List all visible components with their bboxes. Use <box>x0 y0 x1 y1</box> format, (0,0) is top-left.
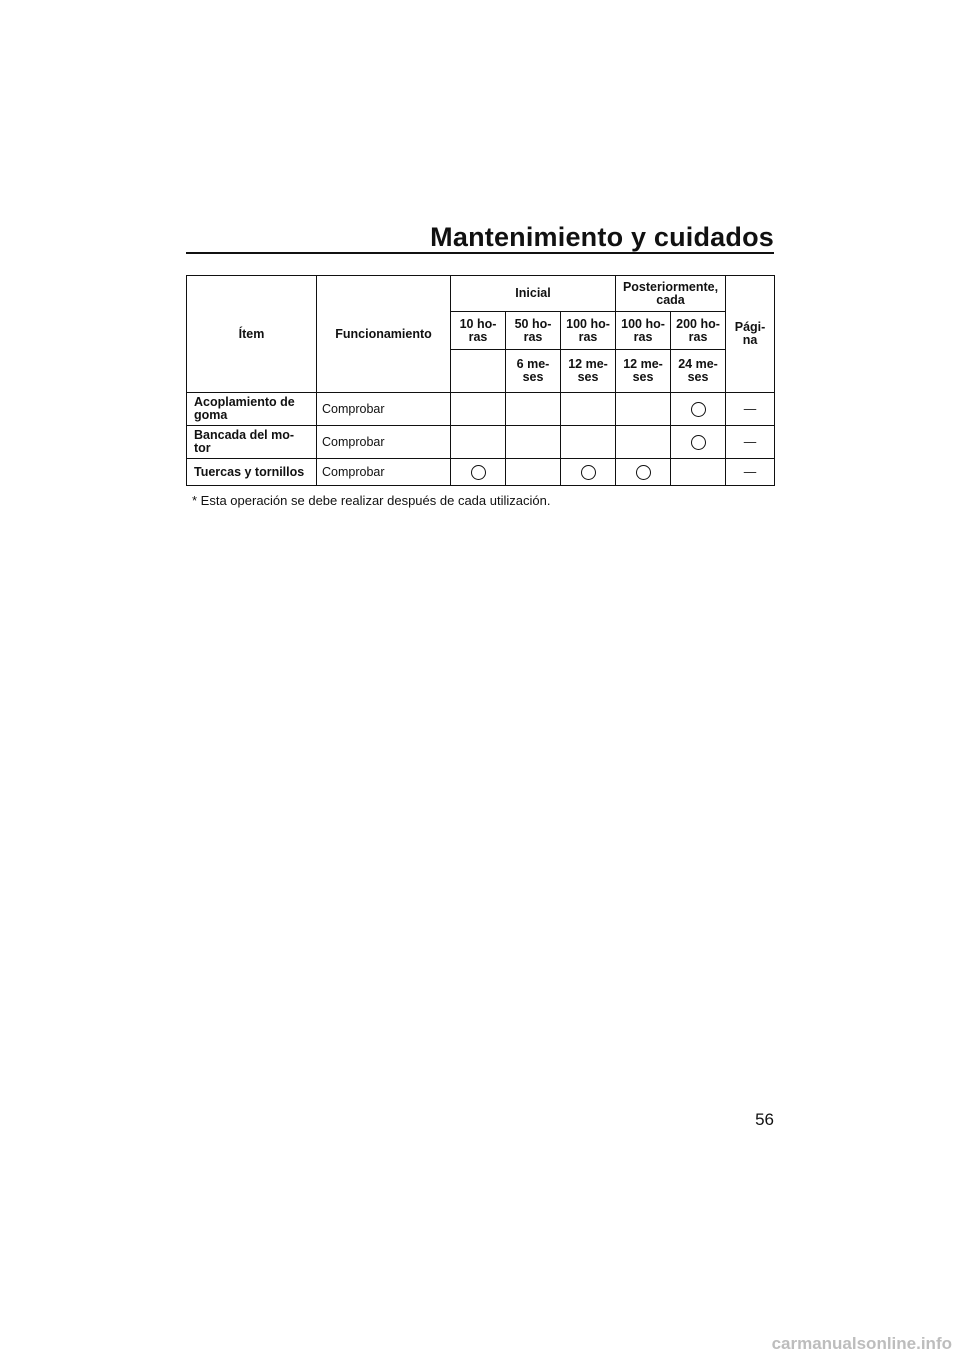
header-hours: 100 ho- ras <box>616 312 671 350</box>
header-months: 24 me- ses <box>671 350 726 393</box>
table-row <box>187 393 775 426</box>
header-page: Pági- na <box>726 276 775 393</box>
check-circle-icon <box>636 465 651 480</box>
check-cell <box>506 393 561 426</box>
check-cell <box>451 426 506 459</box>
watermark: carmanualsonline.info <box>771 1334 952 1353</box>
title-rule <box>186 252 774 254</box>
check-cell <box>671 459 726 486</box>
header-hours: 10 ho- ras <box>451 312 506 350</box>
row-item: Acoplamiento de goma <box>187 393 317 426</box>
header-thereafter: Posteriormente, cada <box>616 276 726 312</box>
check-cell <box>451 393 506 426</box>
check-cell <box>616 459 671 486</box>
check-cell <box>671 426 726 459</box>
row-operation: Comprobar <box>317 426 451 459</box>
check-circle-icon <box>581 465 596 480</box>
check-circle-icon <box>691 402 706 417</box>
check-cell <box>616 426 671 459</box>
table-row <box>187 426 775 459</box>
header-initial: Inicial <box>451 276 616 312</box>
row-operation: Comprobar <box>317 393 451 426</box>
row-page: — <box>726 459 775 486</box>
check-circle-icon <box>691 435 706 450</box>
header-months <box>451 350 506 393</box>
check-cell <box>561 459 616 486</box>
row-item: Bancada del mo- tor <box>187 426 317 459</box>
check-cell <box>561 393 616 426</box>
header-operation: Funcionamiento <box>317 276 451 393</box>
check-cell <box>506 426 561 459</box>
row-item: Tuercas y tornillos <box>187 459 317 486</box>
footnote: * Esta operación se debe realizar después de cada utilización. <box>192 493 551 508</box>
row-page: — <box>726 426 775 459</box>
header-hours: 100 ho- ras <box>561 312 616 350</box>
maintenance-table <box>186 275 775 486</box>
check-circle-icon <box>471 465 486 480</box>
row-operation: Comprobar <box>317 459 451 486</box>
header-months: 6 me- ses <box>506 350 561 393</box>
check-cell <box>671 393 726 426</box>
header-hours: 200 ho- ras <box>671 312 726 350</box>
row-page: — <box>726 393 775 426</box>
check-cell <box>616 393 671 426</box>
header-hours: 50 ho- ras <box>506 312 561 350</box>
header-months: 12 me- ses <box>616 350 671 393</box>
check-cell <box>451 459 506 486</box>
header-months: 12 me- ses <box>561 350 616 393</box>
table-row <box>187 459 775 486</box>
page-number: 56 <box>755 1110 774 1129</box>
page-title: Mantenimiento y cuidados <box>430 222 774 252</box>
check-cell <box>561 426 616 459</box>
check-cell <box>506 459 561 486</box>
header-item: Ítem <box>187 276 317 393</box>
